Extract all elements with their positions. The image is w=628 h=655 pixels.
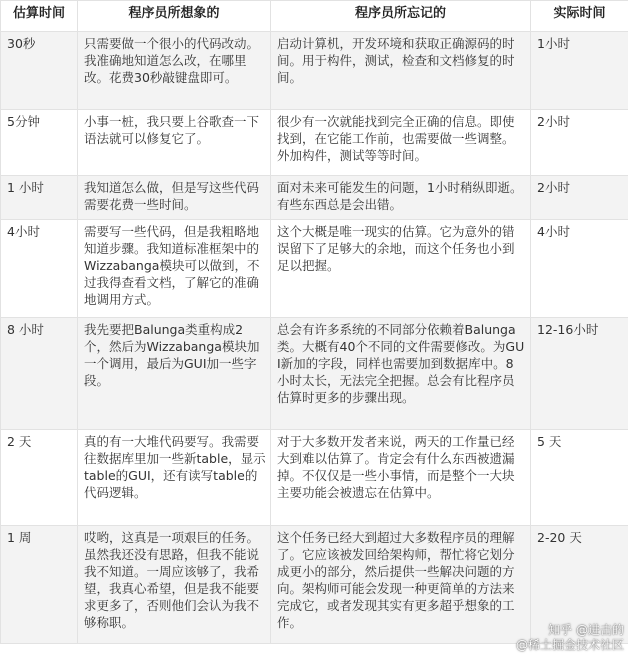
cell-actual: 2-20 天 <box>531 526 628 644</box>
table-row <box>1 32 628 110</box>
cell-forgotten: 很少有一次就能找到完全正确的信息。即使找到，在它能工作前，也需要做一些调整。外加构件，测试等等时间。 <box>271 110 531 176</box>
table-row <box>1 318 628 430</box>
cell-forgotten: 这个任务已经大到超过大多数程序员的理解了。它应该被发回给架构师，帮忙将它划分成更小的部分，然后提供一些解决问题的方向。架构师可能会发现一种更简单的方法来完成它，或者发现其实有更多超乎想象的工作。 <box>271 526 531 644</box>
table-row <box>1 176 628 220</box>
cell-imagined: 需要写一些代码，但是我粗略地知道步骤。我知道标准框架中的Wizzabanga模块可以做到，不过我得查看文档，了解它的准确地调用方式。 <box>78 220 271 318</box>
header-programmer-imagined: 程序员所想象的 <box>78 1 271 32</box>
cell-imagined: 我知道怎么做，但是写这些代码需要花费一些时间。 <box>78 176 271 220</box>
header-row <box>1 1 628 32</box>
cell-imagined: 小事一桩，我只要上谷歌查一下语法就可以修复它了。 <box>78 110 271 176</box>
header-estimate-time: 估算时间 <box>1 1 78 32</box>
cell-imagined: 哎哟，这真是一项艰巨的任务。虽然我还没有思路，但我不能说我不知道。一周应该够了，我希望，我真心希望，但是我不能要求更多了，否则他们会认为我不够称职。 <box>78 526 271 644</box>
header-programmer-forgot: 程序员所忘记的 <box>271 1 531 32</box>
table-header <box>1 1 628 32</box>
cell-estimate: 5分钟 <box>1 110 78 176</box>
cell-imagined: 我先要把Balunga类重构成2个，然后为Wizzabanga模块加一个调用，最后为GUI加一些字段。 <box>78 318 271 430</box>
cell-actual: 2小时 <box>531 176 628 220</box>
cell-actual: 4小时 <box>531 220 628 318</box>
header-actual-time: 实际时间 <box>531 1 628 32</box>
cell-forgotten: 这个大概是唯一现实的估算。它为意外的错误留下了足够大的余地，而这个任务也小到足以把握。 <box>271 220 531 318</box>
cell-forgotten: 面对未来可能发生的问题，1小时稍纵即逝。有些东西总是会出错。 <box>271 176 531 220</box>
cell-imagined: 真的有一大堆代码要写。我需要往数据库里加一些新table，显示table的GUI，还有读写table的代码逻辑。 <box>78 430 271 526</box>
cell-estimate: 30秒 <box>1 32 78 110</box>
cell-forgotten: 对于大多数开发者来说，两天的工作量已经大到难以估算了。肯定会有什么东西被遗漏掉。不仅仅是一些小事情，而是整个一大块主要功能会被遗忘在估算中。 <box>271 430 531 526</box>
cell-imagined: 只需要做一个很小的代码改动。我准确地知道怎么改，在哪里改。花费30秒敲键盘即可。 <box>78 32 271 110</box>
table-row <box>1 220 628 318</box>
cell-actual: 2小时 <box>531 110 628 176</box>
cell-estimate: 4小时 <box>1 220 78 318</box>
cell-estimate: 1 小时 <box>1 176 78 220</box>
cell-actual: 1小时 <box>531 32 628 110</box>
cell-estimate: 8 小时 <box>1 318 78 430</box>
table-row <box>1 110 628 176</box>
cell-forgotten: 启动计算机，开发环境和获取正确源码的时间。用于构件，测试，检查和文档修复的时间。 <box>271 32 531 110</box>
cell-actual: 5 天 <box>531 430 628 526</box>
watermark-line-2: @稀土掘金技术社区 <box>515 638 624 652</box>
table-body <box>1 32 628 644</box>
cell-estimate: 1 周 <box>1 526 78 644</box>
cell-actual: 12-16小时 <box>531 318 628 430</box>
watermark-line-1: 知乎 @进击的 <box>548 623 624 637</box>
table-row <box>1 430 628 526</box>
cell-estimate: 2 天 <box>1 430 78 526</box>
cell-forgotten: 总会有许多系统的不同部分依赖着Balunga类。大概有40个不同的文件需要修改。为GUI新加的字段，同样也需要加到数据库中。8小时太长，无法完全把握。总会有比程序员估算时更多的步骤出现。 <box>271 318 531 430</box>
table-row <box>1 526 628 644</box>
